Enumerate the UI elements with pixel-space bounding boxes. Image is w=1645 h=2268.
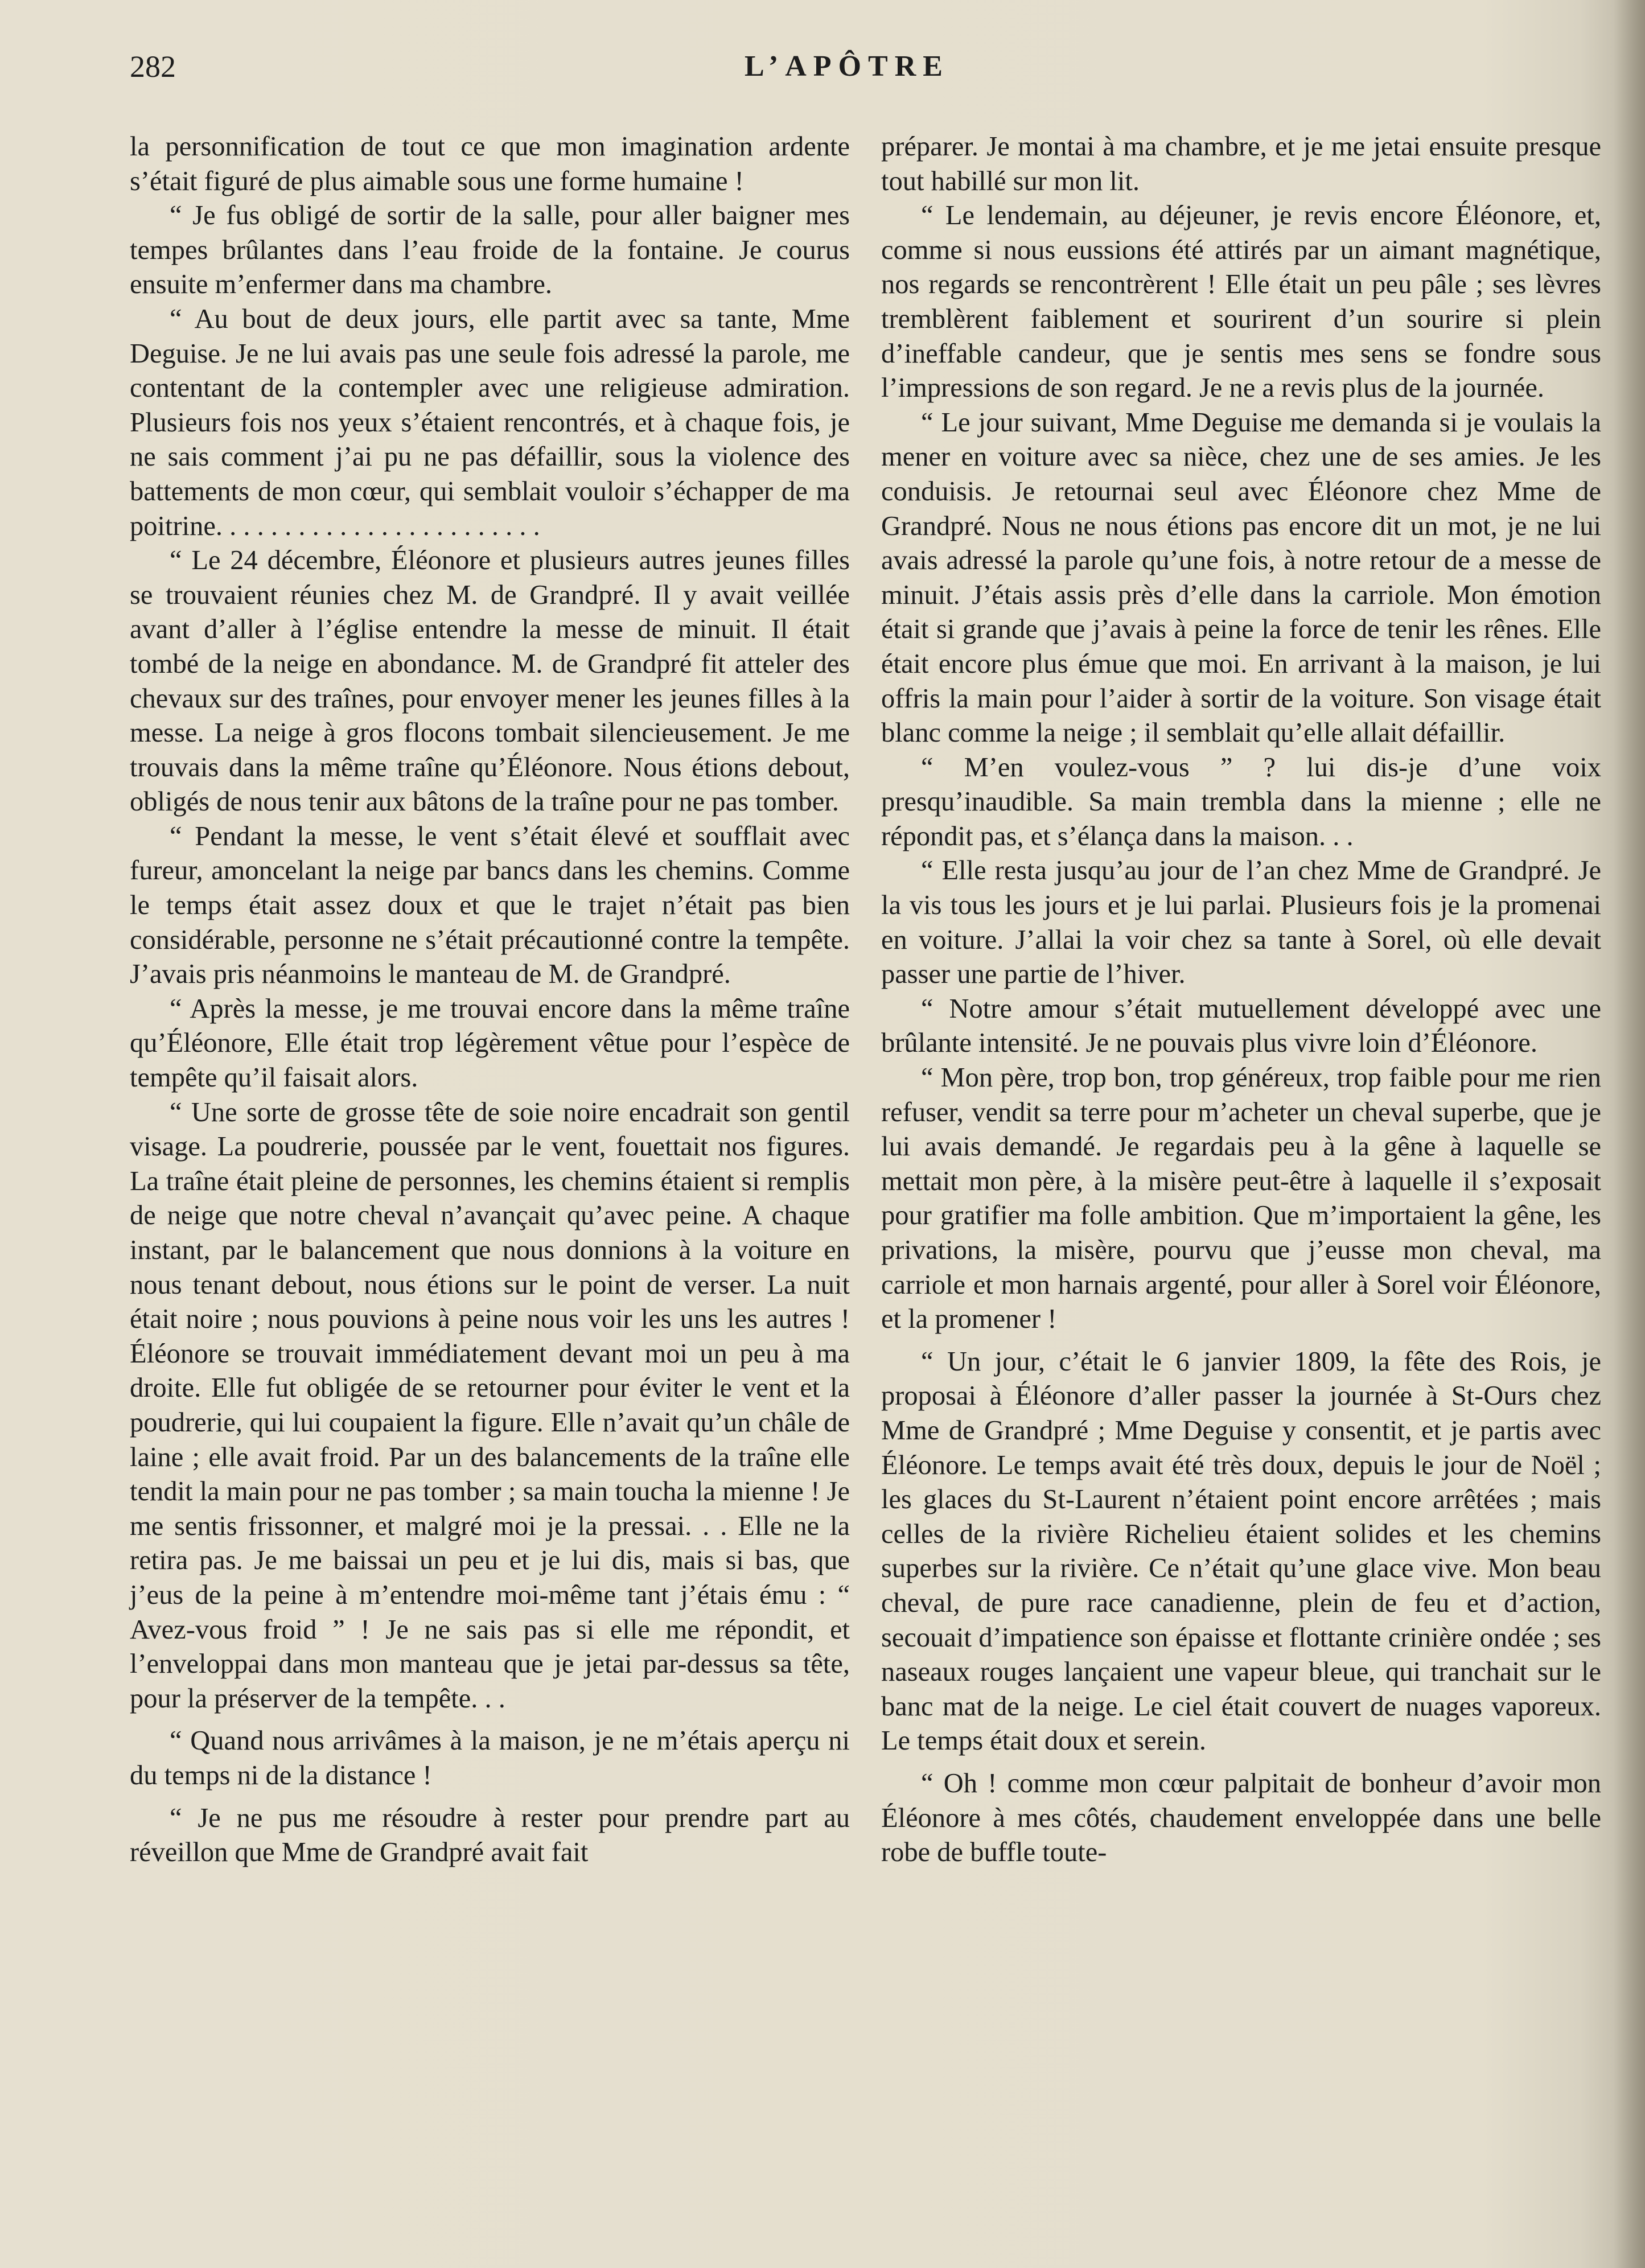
- paragraph: “ Je ne pus me résoudre à rester pour prendre part au réveillon que Mme de Grandpré avait fait: [130, 1802, 850, 1868]
- paragraph: “ Le 24 décembre, Éléonore et plusieurs autres jeunes filles se trouvaient réunies chez M. de Grandpré. Il y avait veillée avant d’aller à l’église entendre la messe de minuit. Il était tombé de la neige en abondance. M. de Grandpré fit atteler des chevaux sur des traînes, pour envoyer mener les jeunes filles à la messe. La neige à gros flocons tombait silencieusement. Je me trouvais dans la même traîne qu’Éléonore. Nous étions debout, obligés de nous tenir aux bâtons de la traîne pour ne pas tomber.: [130, 545, 850, 817]
- paragraph: “ Je fus obligé de sortir de la salle, pour aller baigner mes tempes brûlantes dans l’eau froide de la fontaine. Je courus ensuite m’enfermer dans ma chambre.: [130, 200, 850, 300]
- paragraph: “ Le lendemain, au déjeuner, je revis encore Éléonore, et, comme si nous eussions été attirés par un aimant magnétique, nos regards se rencontrèrent ! Elle était un peu pâle ; ses lèvres tremblèrent faiblement et sourirent d’un sourire si plein d’ineffable candeur, que je sentis mes sens se fondre sous l’impressions de son regard. Je ne a revis plus de la journée.: [881, 200, 1601, 404]
- paragraph: “ Un jour, c’était le 6 janvier 1809, la fête des Rois, je proposai à Éléonore d’aller passer la journée à St-Ours chez Mme de Grandpré ; Mme Deguise y consentit, et je partis avec Éléonore. Le temps avait été très doux, depuis le jour de Noël ; les glaces du St-Laurent n’étaient point encore arrêtées ; mais celles de la rivière Richelieu étaient solides et les chemins superbes sur la rivière. Ce n’était qu’une glace vive. Mon beau cheval, de pure race canadienne, plein de feu et d’action, secouait d’impatience son épaisse et flottante crinière ondée ; ses naseaux rouges lançaient une vapeur bleue, qui tranchait sur le banc mat de la neige. Le ciel était couvert de nuages vaporeux. Le temps était doux et serein.: [881, 1346, 1601, 1756]
- right-text-column: [881, 130, 1601, 1870]
- page-number: 282: [130, 50, 176, 84]
- paragraph: “ Après la messe, je me trouvai encore dans la même traîne qu’Éléonore, Elle était trop légèrement vêtue pour l’espèce de tempête qu’il faisait alors.: [130, 993, 850, 1093]
- paragraph: “ Pendant la messe, le vent s’était élevé et soufflait avec fureur, amoncelant la neige par bancs dans les chemins. Comme le temps était assez doux et que le trajet n’était pas bien considérable, personne ne s’était précautionné contre la tempête. J’avais pris néanmoins le manteau de M. de Grandpré.: [130, 821, 850, 990]
- paragraph: “ M’en voulez-vous ” ? lui dis-je d’une voix presqu’inaudible. Sa main trembla dans la mienne ; elle ne répondit pas, et s’élança dans la maison. . .: [881, 752, 1601, 851]
- page-header: [130, 47, 1564, 87]
- paragraph: “ Mon père, trop bon, trop généreux, trop faible pour me rien refuser, vendit sa terre pour m’acheter un cheval superbe, que je lui avais demandé. Je regardais peu à la gêne à laquelle se mettait mon père, à la misère peut-être à laquelle il s’exposait pour gratifier ma folle ambition. Que m’importaient la gêne, les privations, la misère, pourvu que j’eusse mon cheval, ma carriole et mon harnais argenté, pour aller à Sorel voir Éléonore, et la promener !: [881, 1063, 1601, 1335]
- paragraph: la personnification de tout ce que mon imagination ardente s’était figuré de plus aimable sous une forme humaine !: [130, 131, 850, 196]
- paragraph: “ Notre amour s’était mutuellement développé avec une brûlante intensité. Je ne pouvais plus vivre loin d’Éléonore.: [881, 993, 1601, 1059]
- paragraph: “ Quand nous arrivâmes à la maison, je ne m’étais aperçu ni du temps ni de la distance !: [130, 1726, 850, 1790]
- paragraph: “ Une sorte de grosse tête de soie noire encadrait son gentil visage. La poudrerie, poussée par le vent, fouettait nos figures. La traîne était pleine de personnes, les chemins étaient si remplis de neige que notre cheval n’avançait qu’avec peine. A chaque instant, par le balancement que nous donnions à la voiture en nous tenant debout, nous étions sur le point de verser. La nuit était noire ; nous pouvions à peine nous voir les uns les autres ! Éléonore se trouvait immédiatement devant moi un peu à ma droite. Elle fut obligée de se retourner pour éviter le vent et la poudrerie, qui lui coupaient la figure. Elle n’avait qu’un châle de laine ; elle avait froid. Par un des balancements de la traîne elle tendit la main pour ne pas tomber ; sa main toucha la mienne ! Je me sentis frissonner, et malgré moi je la pressai. . . Elle ne la retira pas. Je me baissai un peu et je lui dis, mais si bas, que j’eus de la peine à m’entendre moi-même tant j’étais ému : “ Avez-vous froid ” ! Je ne sais pas si elle me répondit, et l’enveloppai dans mon manteau que je jetai par-dessus sa tête, pour la préserver de la tempête. . .: [130, 1097, 850, 1714]
- paragraph: “ Le jour suivant, Mme Deguise me demanda si je voulais la mener en voiture avec sa nièce, chez une de ses amies. Je les conduisis. Je retournai seul avec Éléonore chez Mme de Grandpré. Nous ne nous étions pas encore dit un mot, je ne lui avais adressé la parole qu’une fois, à notre retour de a messe de minuit. J’étais assis près d’elle dans la carriole. Mon émotion était si grande que j’avais à peine la force de tenir les rênes. Elle était encore plus émue que moi. En arrivant à la maison, je lui offris la main pour l’aider à sortir de la voiture. Son visage était blanc comme la neige ; il semblait qu’elle allait défaillir.: [881, 407, 1601, 748]
- paragraph: “ Elle resta jusqu’au jour de l’an chez Mme de Grandpré. Je la vis tous les jours et je lui parlai. Plusieurs fois je la promenai en voiture. J’allai la voir chez sa tante à Sorel, où elle devait passer une partie de l’hiver.: [881, 855, 1601, 990]
- paragraph: préparer. Je montai à ma chambre, et je me jetai ensuite presque tout habillé sur mon lit.: [881, 131, 1601, 196]
- page-edge-shadow: [1614, 0, 1645, 2268]
- paragraph: “ Oh ! comme mon cœur palpitait de bonheur d’avoir mon Éléonore à mes côtés, chaudement enveloppée dans une belle robe de buffle toute-: [881, 1768, 1601, 1868]
- left-text-column: [130, 130, 850, 1870]
- paragraph: “ Au bout de deux jours, elle partit avec sa tante, Mme Deguise. Je ne lui avais pas une seule fois adressé la parole, me contentant de la contempler avec une religieuse admiration. Plusieurs fois nos yeux s’étaient rencontrés, et à chaque fois, je ne sais comment j’ai pu ne pas défaillir, sous la violence des battements de mon cœur, qui semblait vouloir s’échapper de ma poitrine. . . . . . . . . . . . . . . . . . . . . . . .: [130, 303, 850, 541]
- running-title: L’APÔTRE: [745, 50, 949, 83]
